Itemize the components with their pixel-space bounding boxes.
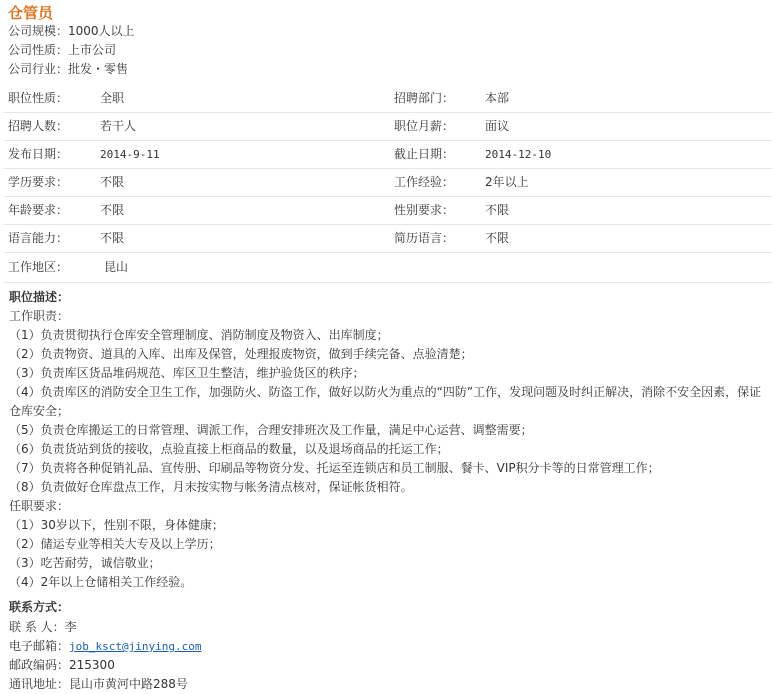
job-title: 仓管员	[8, 4, 54, 22]
grid-row	[4, 169, 772, 197]
contact-address	[9, 675, 769, 694]
grid-label: 年龄要求：	[8, 203, 69, 217]
grid-value: 若干人	[100, 119, 137, 133]
company-type-value: 上市公司	[68, 43, 117, 57]
grid-label: 性别要求：	[394, 203, 455, 217]
job-description	[9, 307, 769, 592]
contact-info	[9, 618, 769, 694]
grid-label: 工作地区：	[8, 260, 69, 274]
contact-person-value: 李	[64, 620, 77, 634]
grid-value: 全职	[100, 91, 125, 105]
contact-title: 联系方式：	[9, 600, 70, 614]
grid-label: 学历要求：	[8, 175, 69, 189]
contact-zip-label: 邮政编码：	[9, 658, 70, 672]
company-industry	[8, 60, 128, 78]
contact-person	[9, 618, 769, 637]
grid-row	[4, 197, 772, 225]
company-type-label: 公司性质：	[8, 43, 69, 57]
grid-label: 招聘人数：	[8, 119, 69, 133]
contact-address-label: 通讯地址：	[9, 677, 70, 691]
job-description-title: 职位描述：	[9, 290, 70, 304]
grid-value: 面议	[485, 119, 510, 133]
grid-label: 截止日期：	[394, 147, 455, 161]
duties-heading: 工作职责：	[9, 309, 70, 323]
grid-row	[4, 85, 772, 113]
grid-label: 语言能力：	[8, 231, 69, 245]
grid-label: 简历语言：	[394, 231, 455, 245]
company-size-label: 公司规模：	[8, 24, 69, 38]
grid-label: 职位性质：	[8, 91, 69, 105]
list-item: （1）负责贯彻执行仓库安全管理制度、消防制度及物资入、出库制度；	[9, 328, 389, 342]
contact-person-label: 联 系 人：	[9, 620, 65, 634]
contact-address-value: 昆山市黄河中路288号	[69, 677, 188, 691]
grid-value: 本部	[485, 91, 510, 105]
grid-value: 2014-9-11	[100, 148, 160, 161]
list-item: （2）储运专业等相关大专及以上学历；	[9, 537, 221, 551]
contact-zip-value: 215300	[69, 658, 115, 672]
email-link[interactable]: job_ksct@jinying.com	[69, 640, 202, 653]
list-item: （6）负责货站到货的接收，点验直接上柜商品的数量，以及退场商品的托运工作；	[9, 442, 449, 456]
grid-label: 工作经验：	[394, 175, 455, 189]
contact-email-label: 电子邮箱：	[9, 639, 70, 653]
grid-value: 2年以上	[485, 175, 529, 189]
list-item: （4）2年以上仓储相关工作经验。	[9, 575, 193, 589]
list-item: （3）吃苦耐劳，诚信敬业；	[9, 556, 161, 570]
list-item: （7）负责将各种促销礼品、宣传册、印刷品等物资分发、托运至连锁店和员工制服、餐卡、VIP积分卡等的日常管理工作；	[9, 461, 660, 475]
grid-value: 不限	[485, 231, 510, 245]
grid-value: 昆山	[104, 260, 129, 274]
grid-row	[4, 141, 772, 169]
grid-label: 招聘部门：	[394, 91, 455, 105]
company-type	[8, 41, 116, 59]
requirements-heading: 任职要求：	[9, 499, 70, 513]
list-item: （3）负责库区货品堆码规范、库区卫生整洁，维护验货区的秩序；	[9, 366, 365, 380]
contact-zip	[9, 656, 769, 675]
grid-row	[4, 113, 772, 141]
grid-value: 2014-12-10	[485, 148, 552, 161]
grid-value: 不限	[100, 175, 125, 189]
list-item: （8）负责做好仓库盘点工作，月末按实物与帐务清点核对，保证帐货相符。	[9, 480, 413, 494]
grid-value: 不限	[485, 203, 510, 217]
grid-value: 不限	[100, 203, 125, 217]
contact-email	[9, 637, 769, 656]
grid-label: 职位月薪：	[394, 119, 455, 133]
grid-label: 发布日期：	[8, 147, 69, 161]
list-item: （1）30岁以下，性别不限，身体健康；	[9, 518, 224, 532]
grid-row	[4, 225, 772, 253]
company-industry-value: 批发・零售	[68, 62, 129, 76]
list-item: （2）负责物资、道具的入库、出库及保管，处理报废物资，做到手续完备、点验清楚；	[9, 347, 473, 361]
company-size	[8, 22, 135, 40]
list-item: （4）负责库区的消防安全卫生工作，加强防火、防盗工作，做好以防火为重点的“四防”工作，发现问题及时纠正解决，消除不安全因素，保证仓库安全；	[9, 385, 762, 418]
company-industry-label: 公司行业：	[8, 62, 69, 76]
grid-row	[4, 253, 772, 283]
company-size-value: 1000人以上	[68, 24, 135, 38]
grid-value: 不限	[100, 231, 125, 245]
list-item: （5）负责仓库搬运工的日常管理、调派工作，合理安排班次及工作量，满足中心运营、调整需要；	[9, 423, 533, 437]
